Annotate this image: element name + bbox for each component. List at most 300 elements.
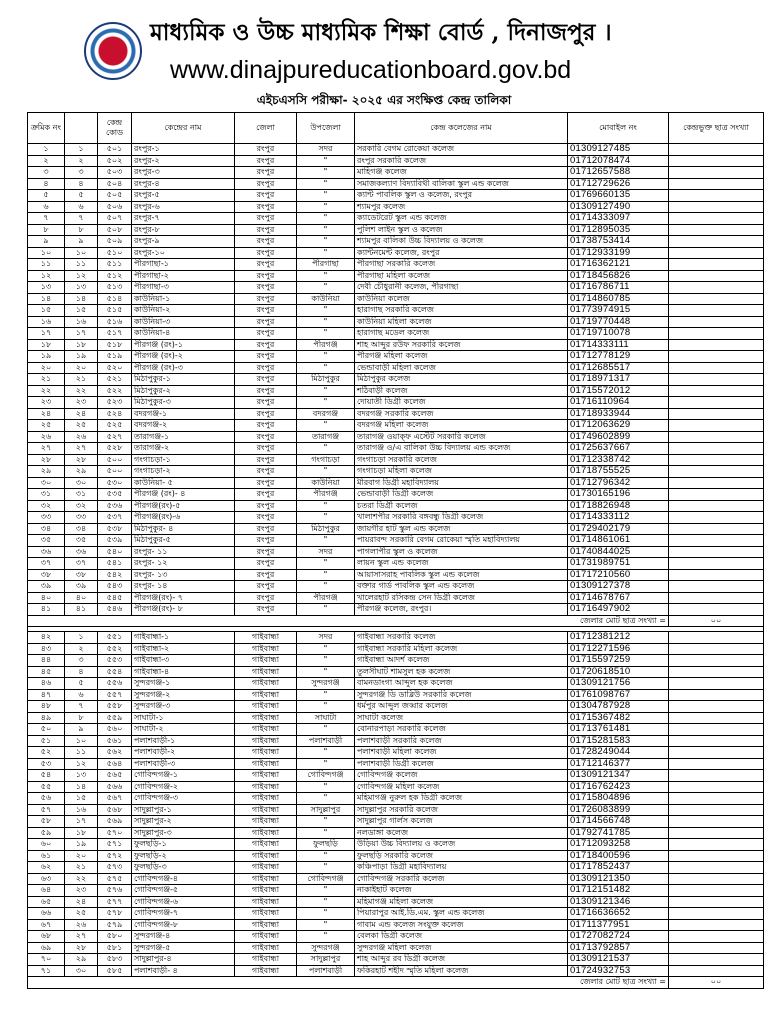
cell-college-name: পিয়ারাপুর আই.ডি.এম. স্কুল এন্ড কলেজ — [355, 908, 568, 920]
cell-student-count — [669, 178, 764, 190]
cell-district: রংপুর — [235, 339, 297, 351]
cell-college-name: পীরগঞ্জ মহিলা কলেজ — [355, 351, 568, 363]
cell-upazila: " — [297, 201, 355, 213]
district-total-value: ০০ — [669, 615, 764, 627]
cell-center-name: গোবিন্দগঞ্জ-৩ — [132, 793, 235, 805]
cell-student-count — [669, 213, 764, 225]
cell-mobile: 01309127485 — [568, 144, 669, 156]
cell-student-count — [669, 454, 764, 466]
cell-center-name: রংপুর-৪ — [132, 178, 235, 190]
cell-serial: ২৬ — [28, 431, 65, 443]
cell-center-name: রংপুর-৬ — [132, 201, 235, 213]
table-row — [28, 293, 764, 305]
cell-mobile: 01738753414 — [568, 236, 669, 248]
cell-college-name: নাকাইহাট কলেজ — [355, 885, 568, 897]
cell-center-name: গোবিন্দগঞ্জ-৫ — [132, 885, 235, 897]
cell-district: রংপুর — [235, 569, 297, 581]
cell-center-code: ৫৩৯ — [98, 535, 132, 547]
cell-mobile: 01731989751 — [568, 558, 669, 570]
cell-serial: ১১ — [28, 259, 65, 271]
cell-mobile: 01769660135 — [568, 190, 669, 202]
cell-mobile: 01712146377 — [568, 758, 669, 770]
cell-serial: ২৮ — [28, 454, 65, 466]
cell-upazila: " — [297, 397, 355, 409]
cell-mobile: 01761098767 — [568, 689, 669, 701]
cell-student-count — [669, 500, 764, 512]
cell-mobile: 01712778129 — [568, 351, 669, 363]
cell-sub-serial: ৩৪ — [65, 523, 98, 535]
cell-center-name: সাদুল্লাপুর-৪ — [132, 954, 235, 966]
cell-center-name: রংপুর-৭ — [132, 213, 235, 225]
cell-upazila: সুন্দরগঞ্জ — [297, 942, 355, 954]
cell-center-code: ৫০০ — [98, 454, 132, 466]
cell-student-count — [669, 201, 764, 213]
cell-district: রংপুর — [235, 224, 297, 236]
table-row — [28, 523, 764, 535]
cell-student-count — [669, 569, 764, 581]
cell-center-name: গোবিন্দগঞ্জ-৭ — [132, 908, 235, 920]
cell-sub-serial: ১৮ — [65, 827, 98, 839]
cell-serial: ৪৮ — [28, 701, 65, 713]
cell-district: রংপুর — [235, 282, 297, 294]
table-row — [28, 804, 764, 816]
cell-upazila: " — [297, 213, 355, 225]
cell-college-name: পলাশবাড়ী ডিগ্রী কলেজ — [355, 758, 568, 770]
cell-center-name: পীরগঞ্জ(রং)-৬ — [132, 512, 235, 524]
cell-college-name: বক্তার গার্ড পাবলিক স্কুল এন্ড কলেজ — [355, 581, 568, 593]
cell-center-code: ৫৩৫ — [98, 489, 132, 501]
cell-sub-serial: ৬ — [65, 201, 98, 213]
cell-student-count — [669, 489, 764, 501]
table-row — [28, 213, 764, 225]
cell-serial: ৪০ — [28, 592, 65, 604]
col-sub-serial-header — [65, 113, 98, 144]
cell-center-code: ৫৬০ — [98, 724, 132, 736]
cell-college-name: পাগলাপীর স্কুল ও কলেজ — [355, 546, 568, 558]
cell-student-count — [669, 770, 764, 782]
cell-upazila: " — [297, 236, 355, 248]
cell-mobile: 01716636652 — [568, 908, 669, 920]
cell-sub-serial: ২৭ — [65, 931, 98, 943]
cell-mobile: 01727082724 — [568, 931, 669, 943]
cell-serial: ৪৫ — [28, 666, 65, 678]
table-row — [28, 224, 764, 236]
cell-sub-serial: ২৮ — [65, 942, 98, 954]
cell-center-code: ৫৩৮ — [98, 523, 132, 535]
cell-serial: ৫৪ — [28, 770, 65, 782]
cell-serial: ৫২ — [28, 747, 65, 759]
cell-mobile: 01724932753 — [568, 965, 669, 977]
table-header-row — [28, 113, 764, 144]
table-row — [28, 408, 764, 420]
cell-college-name: শাহ আব্দুর রব ডিগ্রী কলেজ — [355, 954, 568, 966]
cell-district: গাইবান্ধা — [235, 747, 297, 759]
cell-center-code: ৫৬৬ — [98, 781, 132, 793]
cell-upazila: " — [297, 816, 355, 828]
cell-district: গাইবান্ধা — [235, 816, 297, 828]
cell-college-name: মহিমাগঞ্জ নুরুল হক ডিগ্রী কলেজ — [355, 793, 568, 805]
cell-serial: ২০ — [28, 362, 65, 374]
cell-sub-serial: ৩৮ — [65, 569, 98, 581]
cell-district: রংপুর — [235, 247, 297, 259]
cell-college-name: ক্যান্ট পাবলিক স্কুল ও কলেজ, রংপুর — [355, 190, 568, 202]
cell-district: গাইবান্ধা — [235, 942, 297, 954]
cell-student-count — [669, 144, 764, 156]
table-row — [28, 259, 764, 271]
cell-mobile: 01712093258 — [568, 839, 669, 851]
cell-center-name: পীরগঞ্জ(রং)- ৭ — [132, 592, 235, 604]
cell-district: গাইবান্ধা — [235, 804, 297, 816]
cell-center-code: ৫৪০ — [98, 546, 132, 558]
cell-center-code: ৫১৪ — [98, 293, 132, 305]
cell-mobile: 01714333111 — [568, 339, 669, 351]
cell-serial: ৬৩ — [28, 873, 65, 885]
cell-student-count — [669, 523, 764, 535]
cell-sub-serial: ৩৯ — [65, 581, 98, 593]
cell-upazila: " — [297, 385, 355, 397]
cell-center-name: রংপুর-৮ — [132, 224, 235, 236]
cell-center-code: ৫৬৪ — [98, 758, 132, 770]
table-row — [28, 569, 764, 581]
cell-district: রংপুর — [235, 385, 297, 397]
cell-serial: ৭ — [28, 213, 65, 225]
cell-upazila: কাউনিয়া — [297, 477, 355, 489]
cell-upazila: সদর — [297, 632, 355, 644]
cell-college-name: গংগাচড়া মহিলা কলেজ — [355, 466, 568, 478]
table-row — [28, 655, 764, 667]
cell-serial: ২৫ — [28, 420, 65, 432]
cell-college-name: গংগাচড়া সরকারি কলেজ — [355, 454, 568, 466]
cell-district: গাইবান্ধা — [235, 781, 297, 793]
cell-sub-serial: ২ — [65, 643, 98, 655]
cell-student-count — [669, 408, 764, 420]
cell-serial: ৪৬ — [28, 678, 65, 690]
cell-mobile: 01309121756 — [568, 678, 669, 690]
cell-sub-serial: ৫ — [65, 678, 98, 690]
cell-upazila: " — [297, 885, 355, 897]
table-row — [28, 282, 764, 294]
cell-student-count — [669, 420, 764, 432]
cell-student-count — [669, 954, 764, 966]
table-row — [28, 862, 764, 874]
table-row — [28, 178, 764, 190]
cell-center-code: ৫৪৫ — [98, 592, 132, 604]
cell-student-count — [669, 712, 764, 724]
cell-sub-serial: ১৯ — [65, 351, 98, 363]
cell-college-name: গোবিন্দগঞ্জ সরকারি কলেজ — [355, 873, 568, 885]
cell-upazila: " — [297, 581, 355, 593]
cell-student-count — [669, 558, 764, 570]
table-row — [28, 724, 764, 736]
cell-serial: ৩৩ — [28, 512, 65, 524]
cell-mobile: 01712338742 — [568, 454, 669, 466]
cell-center-name: সাঘাটা-১ — [132, 712, 235, 724]
cell-center-code: ৫৭৫ — [98, 873, 132, 885]
table-row — [28, 466, 764, 478]
cell-center-name: মিঠাপুকুর-২ — [132, 385, 235, 397]
col-center-name-header: কেন্দ্রের নাম — [132, 113, 235, 144]
cell-district: গাইবান্ধা — [235, 850, 297, 862]
cell-sub-serial: ৩৬ — [65, 546, 98, 558]
cell-center-code: ৫৮৩ — [98, 954, 132, 966]
col-district-header: জেলা — [235, 113, 297, 144]
cell-upazila: পীরগঞ্জ — [297, 592, 355, 604]
cell-mobile: 01718400596 — [568, 850, 669, 862]
cell-serial: ৩৯ — [28, 581, 65, 593]
table-row — [28, 339, 764, 351]
cell-college-name: গোবিন্দগঞ্জ কলেজ — [355, 770, 568, 782]
cell-college-name: পীরগঞ্জ কলেজ, রংপুর। — [355, 604, 568, 616]
cell-sub-serial: ১৩ — [65, 770, 98, 782]
cell-center-name: পীরগাছা-১ — [132, 259, 235, 271]
cell-center-name: ফুলছড়ি-৩ — [132, 862, 235, 874]
cell-sub-serial: ২৯ — [65, 466, 98, 478]
cell-student-count — [669, 236, 764, 248]
cell-serial: ৫ — [28, 190, 65, 202]
cell-mobile: 01712381212 — [568, 632, 669, 644]
table-row — [28, 546, 764, 558]
cell-district: গাইবান্ধা — [235, 735, 297, 747]
cell-mobile: 01712796342 — [568, 477, 669, 489]
cell-college-name: নলডাঙ্গা কলেজ — [355, 827, 568, 839]
cell-serial: ৪৯ — [28, 712, 65, 724]
cell-center-name: ফুলছড়ি-২ — [132, 850, 235, 862]
cell-center-name: গোবিন্দগঞ্জ-২ — [132, 781, 235, 793]
cell-serial: ৪৭ — [28, 689, 65, 701]
cell-center-name: কাউনিয়া-৩ — [132, 316, 235, 328]
cell-district: রংপুর — [235, 144, 297, 156]
cell-upazila: " — [297, 328, 355, 340]
cell-upazila: মিঠাপুকুর — [297, 374, 355, 386]
table-row — [28, 885, 764, 897]
table-row — [28, 489, 764, 501]
cell-student-count — [669, 804, 764, 816]
cell-college-name: তারাগঞ্জ ও/এ বালিকা উচ্চ বিদ্যালয় এন্ড কলেজ — [355, 443, 568, 455]
cell-student-count — [669, 224, 764, 236]
cell-upazila: " — [297, 793, 355, 805]
cell-sub-serial: ৩ — [65, 655, 98, 667]
cell-upazila: " — [297, 908, 355, 920]
cell-college-name: গাইবান্ধা সরকারি কলেজ — [355, 632, 568, 644]
table-row — [28, 689, 764, 701]
cell-mobile: 01711377951 — [568, 919, 669, 931]
cell-mobile: 01717852437 — [568, 862, 669, 874]
cell-sub-serial: ২৪ — [65, 408, 98, 420]
cell-serial: ১০ — [28, 247, 65, 259]
cell-center-code: ৫৫৪ — [98, 666, 132, 678]
table-row — [28, 735, 764, 747]
cell-serial: ৫৩ — [28, 758, 65, 770]
cell-mobile: 01720618510 — [568, 666, 669, 678]
cell-district: গাইবান্ধা — [235, 885, 297, 897]
cell-center-name: পীরগঞ্জ(রং)- ৮ — [132, 604, 235, 616]
cell-mobile: 01712729626 — [568, 178, 669, 190]
cell-serial: ৫৮ — [28, 816, 65, 828]
cell-college-name: মাহিগঞ্জ কলেজ — [355, 167, 568, 179]
table-row — [28, 144, 764, 156]
cell-college-name: কাউনিয়া কলেজ — [355, 293, 568, 305]
cell-center-name: সাদুল্লাপুর-১ — [132, 804, 235, 816]
cell-student-count — [669, 632, 764, 644]
table-row — [28, 781, 764, 793]
cell-center-name: বদরগঞ্জ-২ — [132, 420, 235, 432]
cell-college-name: ভেন্ডাবাড়ী মহিলা কলেজ — [355, 362, 568, 374]
cell-center-name: গংগাচড়া-২ — [132, 466, 235, 478]
cell-upazila: " — [297, 569, 355, 581]
cell-serial: ৫৭ — [28, 804, 65, 816]
cell-district: রংপুর — [235, 316, 297, 328]
cell-sub-serial: ৯ — [65, 236, 98, 248]
cell-student-count — [669, 512, 764, 524]
cell-center-name: পীরগঞ্জ (রং)-১ — [132, 339, 235, 351]
cell-college-name: পায়রাবন্দ সরকারি বেগম রোকেয়া স্মৃতি মহাবিদ্যালয় — [355, 535, 568, 547]
cell-mobile: 01714678767 — [568, 592, 669, 604]
cell-center-code: ৫৭৯ — [98, 919, 132, 931]
cell-upazila: " — [297, 512, 355, 524]
cell-student-count — [669, 758, 764, 770]
table-row — [28, 827, 764, 839]
cell-center-name: রংপুর-৯ — [132, 236, 235, 248]
table-row — [28, 873, 764, 885]
cell-mobile: 01717210560 — [568, 569, 669, 581]
table-row — [28, 793, 764, 805]
cell-upazila: " — [297, 282, 355, 294]
cell-center-name: ফুলছড়ি-১ — [132, 839, 235, 851]
cell-upazila: " — [297, 827, 355, 839]
table-row — [28, 643, 764, 655]
table-row — [28, 942, 764, 954]
cell-serial: ২৪ — [28, 408, 65, 420]
cell-sub-serial: ৭ — [65, 701, 98, 713]
cell-mobile: 01730165196 — [568, 489, 669, 501]
cell-serial: ১৮ — [28, 339, 65, 351]
cell-upazila: গোবিন্দগঞ্জ — [297, 770, 355, 782]
cell-center-name: পলাশবাড়ী-২ — [132, 747, 235, 759]
cell-college-name: কাউনিয়া মহিলা কলেজ — [355, 316, 568, 328]
cell-mobile: 01718933944 — [568, 408, 669, 420]
cell-student-count — [669, 896, 764, 908]
cell-center-code: ৫৬৫ — [98, 770, 132, 782]
cell-center-name: পীরগাছা-৩ — [132, 282, 235, 294]
cell-sub-serial: ৩৩ — [65, 512, 98, 524]
cell-serial: ৩২ — [28, 500, 65, 512]
table-row — [28, 954, 764, 966]
cell-student-count — [669, 270, 764, 282]
cell-sub-serial: ১৫ — [65, 305, 98, 317]
cell-center-name: কাউনিয়া-২ — [132, 305, 235, 317]
cell-district: রংপুর — [235, 454, 297, 466]
cell-college-name: গাবাম এন্ড কলেজ সংযুক্ত কলেজ — [355, 919, 568, 931]
cell-upazila: " — [297, 666, 355, 678]
cell-upazila: " — [297, 862, 355, 874]
cell-district: গাইবান্ধা — [235, 908, 297, 920]
cell-college-name: খালাশপীর সরকারি বঙ্গবন্ধু ডিগ্রী কলেজ — [355, 512, 568, 524]
cell-center-name: সুন্দরগঞ্জ-৫ — [132, 942, 235, 954]
cell-upazila: " — [297, 896, 355, 908]
cell-serial: ৫৯ — [28, 827, 65, 839]
cell-upazila: পলাশবাড়ী — [297, 735, 355, 747]
cell-sub-serial: ১৮ — [65, 339, 98, 351]
cell-mobile: 01716110964 — [568, 397, 669, 409]
cell-district: রংপুর — [235, 328, 297, 340]
cell-center-code: ৫০৫ — [98, 190, 132, 202]
cell-college-name: সুন্দরগঞ্জ ডি ডাব্লিউ সরকারি কলেজ — [355, 689, 568, 701]
table-row — [28, 420, 764, 432]
cell-sub-serial: ২১ — [65, 862, 98, 874]
cell-serial: ৫১ — [28, 735, 65, 747]
cell-center-code: ৫৭২ — [98, 850, 132, 862]
cell-district: রংপুর — [235, 546, 297, 558]
cell-center-code: ৫১০ — [98, 247, 132, 259]
cell-serial: ৭০ — [28, 954, 65, 966]
cell-center-name: গাইবান্ধা-৪ — [132, 666, 235, 678]
cell-sub-serial: ৮ — [65, 712, 98, 724]
cell-district: রংপুর — [235, 155, 297, 167]
cell-district: গাইবান্ধা — [235, 827, 297, 839]
cell-center-code: ৫৭৭ — [98, 896, 132, 908]
cell-district: রংপুর — [235, 293, 297, 305]
table-row — [28, 632, 764, 644]
cell-college-name: বামনডাংগা আব্দুল হক কলেজ — [355, 678, 568, 690]
cell-center-code: ৫০৯ — [98, 236, 132, 248]
cell-upazila: " — [297, 420, 355, 432]
cell-sub-serial: ১০ — [65, 735, 98, 747]
table-row — [28, 397, 764, 409]
cell-mobile: 01716786711 — [568, 282, 669, 294]
cell-upazila: " — [297, 558, 355, 570]
cell-serial: ৩০ — [28, 477, 65, 489]
cell-center-name: মিঠাপুকুর-১ — [132, 374, 235, 386]
cell-center-code: ৫৩৬ — [98, 500, 132, 512]
cell-student-count — [669, 374, 764, 386]
board-website: www.dinajpureducationboard.gov.bd — [170, 56, 572, 84]
cell-serial: ৫৬ — [28, 793, 65, 805]
cell-district: রংপুর — [235, 362, 297, 374]
cell-sub-serial: ২৪ — [65, 896, 98, 908]
table-row — [28, 965, 764, 977]
table-row — [28, 535, 764, 547]
cell-center-code: ৫৪৬ — [98, 604, 132, 616]
cell-upazila: " — [297, 535, 355, 547]
table-row — [28, 850, 764, 862]
cell-mobile: 01714333112 — [568, 512, 669, 524]
cell-college-name: গোবিন্দগঞ্জ মহিলা কলেজ — [355, 781, 568, 793]
cell-center-name: সাদুল্লাপুর-২ — [132, 816, 235, 828]
cell-sub-serial: ৪০ — [65, 592, 98, 604]
cell-upazila: গংগাচড়া — [297, 454, 355, 466]
cell-serial: ৭১ — [28, 965, 65, 977]
cell-student-count — [669, 443, 764, 455]
table-row — [28, 701, 764, 713]
cell-center-name: পীরগঞ্জ (রং)-৩ — [132, 362, 235, 374]
cell-serial: ৩৮ — [28, 569, 65, 581]
cell-district: রংপুর — [235, 259, 297, 271]
cell-mobile: 01719710078 — [568, 328, 669, 340]
cell-mobile: 01715281583 — [568, 735, 669, 747]
cell-center-code: ৫৬২ — [98, 747, 132, 759]
cell-center-code: ৫০৪ — [98, 178, 132, 190]
cell-center-code: ৫২৭ — [98, 431, 132, 443]
cell-center-code: ৫০৭ — [98, 213, 132, 225]
cell-serial: ৬৮ — [28, 931, 65, 943]
cell-center-name: গোবিন্দগঞ্জ-৮ — [132, 919, 235, 931]
cell-center-code: ৫১৭ — [98, 328, 132, 340]
cell-college-name: পীরগাছা মহিলা কলেজ — [355, 270, 568, 282]
cell-mobile: 01712151482 — [568, 885, 669, 897]
cell-serial: ৬১ — [28, 850, 65, 862]
cell-center-code: ৫৫১ — [98, 632, 132, 644]
cell-center-name: রংপুর- ১১ — [132, 546, 235, 558]
